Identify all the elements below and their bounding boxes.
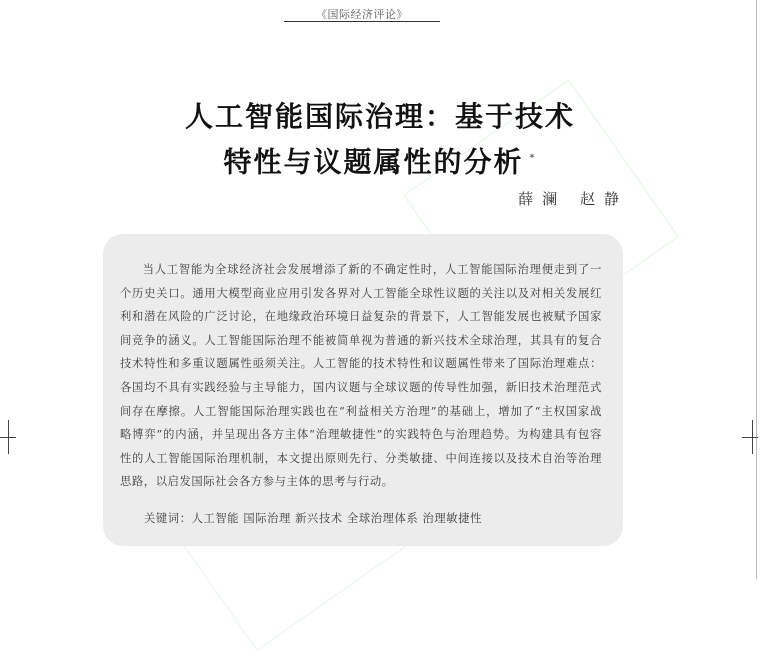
title-line-1: 人工智能国际治理：基于技术 <box>184 100 575 133</box>
title-line-2-text: 特性与议题属性的分析 <box>223 145 524 179</box>
header-rule <box>284 21 440 22</box>
crop-mark-left-vertical <box>8 420 9 454</box>
title-line-2 <box>150 138 610 183</box>
page-edge-line <box>756 0 757 579</box>
abstract-text: 当人工智能为全球经济社会发展增添了新的不确定性时，人工智能国际治理便走到了一个历史关口。通用大模型商业应用引发各界对人工智能全球性议题的关注以及对相关发展红利和潜在风险的广泛讨论，在地缘政治环境日益复杂的背景下，人工智能发展也被赋予国家间竞争的涵义。人工智能国际治理不能被简单视为普通的新兴技术全球治理，其具有的复合技术特性和多重议题属性亟须关注。人工智能的技术特性和议题属性带来了国际治理难点：各国均不具有实践经验与主导能力，国内议题与全球议题的传导性加强，新旧技术治理范式间存在摩擦。人工智能国际治理实践也在“利益相关方治理”的基础上，增加了“主权国家战略博弈”的内涵，并呈现出各方主体“治理敏捷性”的实践特色与治理趋势。为构建具有包容性的人工智能国际治理机制，本文提出原则先行、分类敏捷、中间连接以及技术自治等治理思路，以启发国际社会各方参与主体的思考与行动。 <box>120 263 602 489</box>
author-names: 薛澜 赵静 <box>518 190 628 208</box>
keywords-line: 关键词：人工智能 国际治理 新兴技术 全球治理体系 治理敏捷性 <box>144 512 482 525</box>
crop-mark-right-vertical <box>752 420 753 454</box>
article-title <box>150 96 610 183</box>
crop-mark-right <box>742 437 758 438</box>
title-footnote-mark[interactable]: * <box>529 153 537 164</box>
journal-running-header: 《国际经济评论》 <box>316 8 408 21</box>
